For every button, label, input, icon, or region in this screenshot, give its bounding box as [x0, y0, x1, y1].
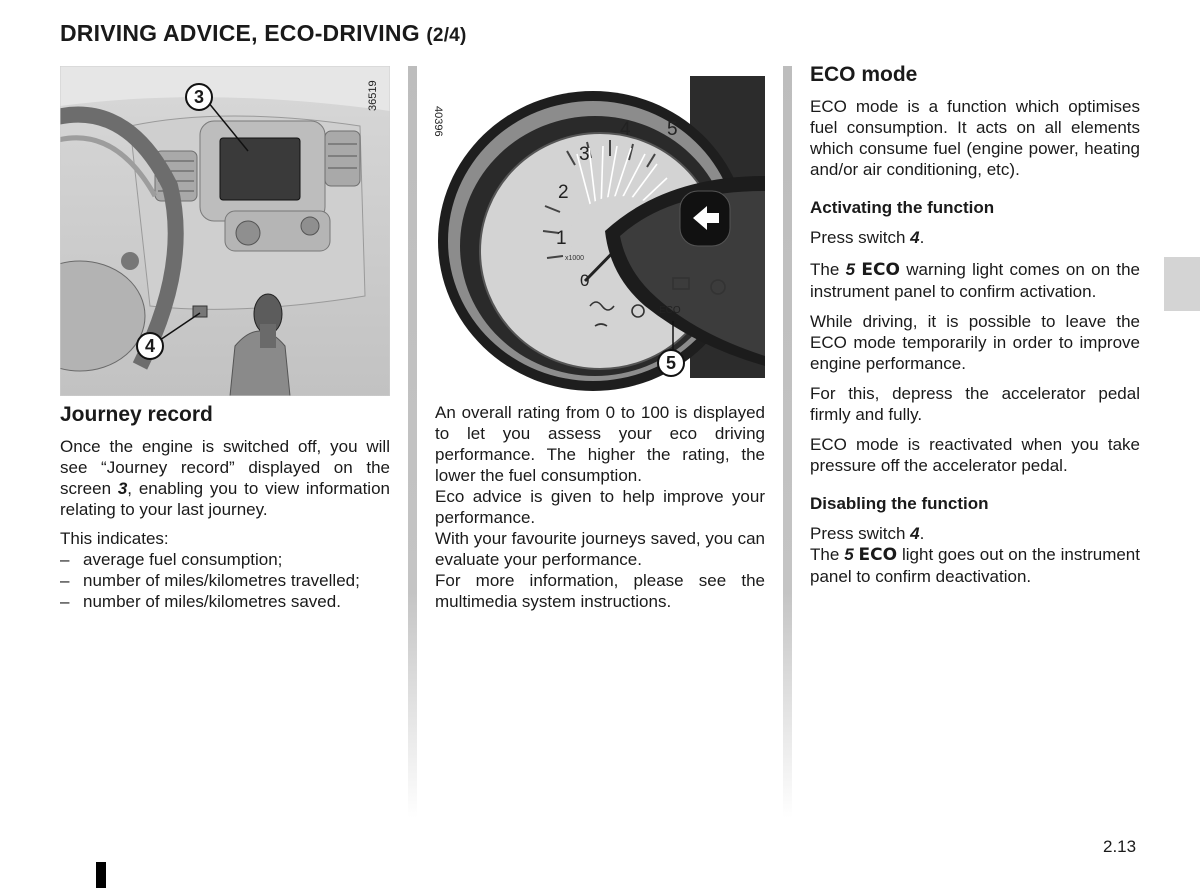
rating-paragraph: An overall rating from 0 to 100 is displayed to let you assess your eco driving performance. The higher the rating, the lower the fuel consumption.: [435, 403, 765, 485]
journey-record-heading: Journey record: [60, 403, 213, 426]
middle-column: [435, 402, 765, 612]
callout-3: 3: [185, 83, 213, 111]
switch-ref: 4: [910, 524, 920, 543]
title-part: (2/4): [426, 25, 467, 46]
list-item: – number of miles/kilometres travelled;: [60, 570, 390, 591]
list-item: – number of miles/kilometres saved.: [60, 591, 390, 612]
indicates-label: This indicates:: [60, 529, 169, 548]
right-column: [810, 62, 1140, 587]
journey-text-b: , enabling you to view information relating to your last journey.: [60, 479, 390, 519]
dashboard-illustration: [60, 66, 390, 396]
while-driving-paragraph: While driving, it is possible to leave the ECO mode temporarily in order to improve engine performance.: [810, 312, 1140, 373]
gauge-unit: x1000: [565, 255, 585, 262]
section-tab: [1164, 257, 1200, 311]
eco-intro-paragraph: ECO mode is a function which optimises fuel consumption. It acts on all elements which consume fuel (engine power, heating and/or air conditioning, etc).: [810, 97, 1140, 179]
light-off-paragraph: [810, 544, 1140, 587]
title-text: DRIVING ADVICE, ECO-DRIVING: [60, 20, 420, 46]
advice-paragraph: Eco advice is given to help improve your performance.: [435, 487, 765, 527]
press-end: .: [919, 524, 925, 543]
more-info-paragraph: For more information, please see the multimedia system instructions.: [435, 571, 765, 611]
dashboard-figure: [60, 66, 390, 396]
journey-text-a: Once the engine is switched off, you will see “Journey record” displayed on the screen: [60, 437, 390, 498]
warning-on-paragraph: [810, 259, 1140, 302]
callout-5: 5: [657, 349, 685, 377]
figure-code-mid: 40396: [432, 106, 444, 137]
column-divider-left: [408, 66, 417, 818]
figure-code-left: 36519: [367, 80, 379, 111]
journey-record-paragraph: [60, 436, 390, 520]
light-ref: 5: [845, 260, 856, 279]
activating-heading: Activating the function: [810, 198, 995, 217]
warning-on-text: warning light comes on on the instrument panel to confirm activation.: [810, 260, 1140, 301]
gauge-illustration: [435, 66, 765, 396]
eco-mode-heading: ECO mode: [810, 63, 918, 86]
corner-mark: [96, 862, 106, 888]
indicates-list: [60, 549, 390, 612]
left-column: [60, 402, 390, 612]
switch-ref: 4: [910, 228, 920, 247]
page-title: [60, 20, 466, 47]
light-off-text: light goes out on the instrument panel to confirm deactivation.: [810, 545, 1140, 586]
press-switch-off: [810, 523, 1140, 544]
favourites-paragraph: With your favourite journeys saved, you can evaluate your performance.: [435, 529, 765, 569]
reactivated-paragraph: ECO mode is reactivated when you take pressure off the accelerator pedal.: [810, 435, 1140, 475]
gauge-number-5: 5: [667, 119, 678, 140]
light-ref: 5: [844, 545, 854, 564]
press-text: Press switch: [810, 228, 911, 247]
press-switch-on: [810, 227, 1140, 248]
callout-4: 4: [136, 332, 164, 360]
gauge-number-2: 2: [558, 182, 569, 203]
gauge-number-4: 4: [620, 119, 631, 140]
disabling-heading: Disabling the function: [810, 494, 989, 513]
press-end: .: [919, 228, 925, 247]
the-word: The: [810, 545, 845, 564]
depress-paragraph: For this, depress the accelerator pedal firmly and fully.: [810, 384, 1140, 424]
press-text: Press switch: [810, 524, 911, 543]
eco-indicator-label: ECO: [659, 305, 681, 316]
gauge-zero: 0: [580, 271, 590, 290]
page-number: 2.13: [1103, 837, 1137, 856]
gauge-number-3: 3: [579, 144, 590, 165]
eco-symbol: ECO: [858, 545, 898, 565]
column-divider-right: [783, 66, 792, 818]
the-word: The: [810, 260, 846, 279]
gauge-figure: [432, 66, 765, 396]
eco-symbol: ECO: [861, 260, 900, 280]
gauge-number-1: 1: [556, 228, 567, 249]
screen-ref: 3: [117, 479, 128, 498]
list-item: – average fuel consumption;: [60, 549, 390, 570]
